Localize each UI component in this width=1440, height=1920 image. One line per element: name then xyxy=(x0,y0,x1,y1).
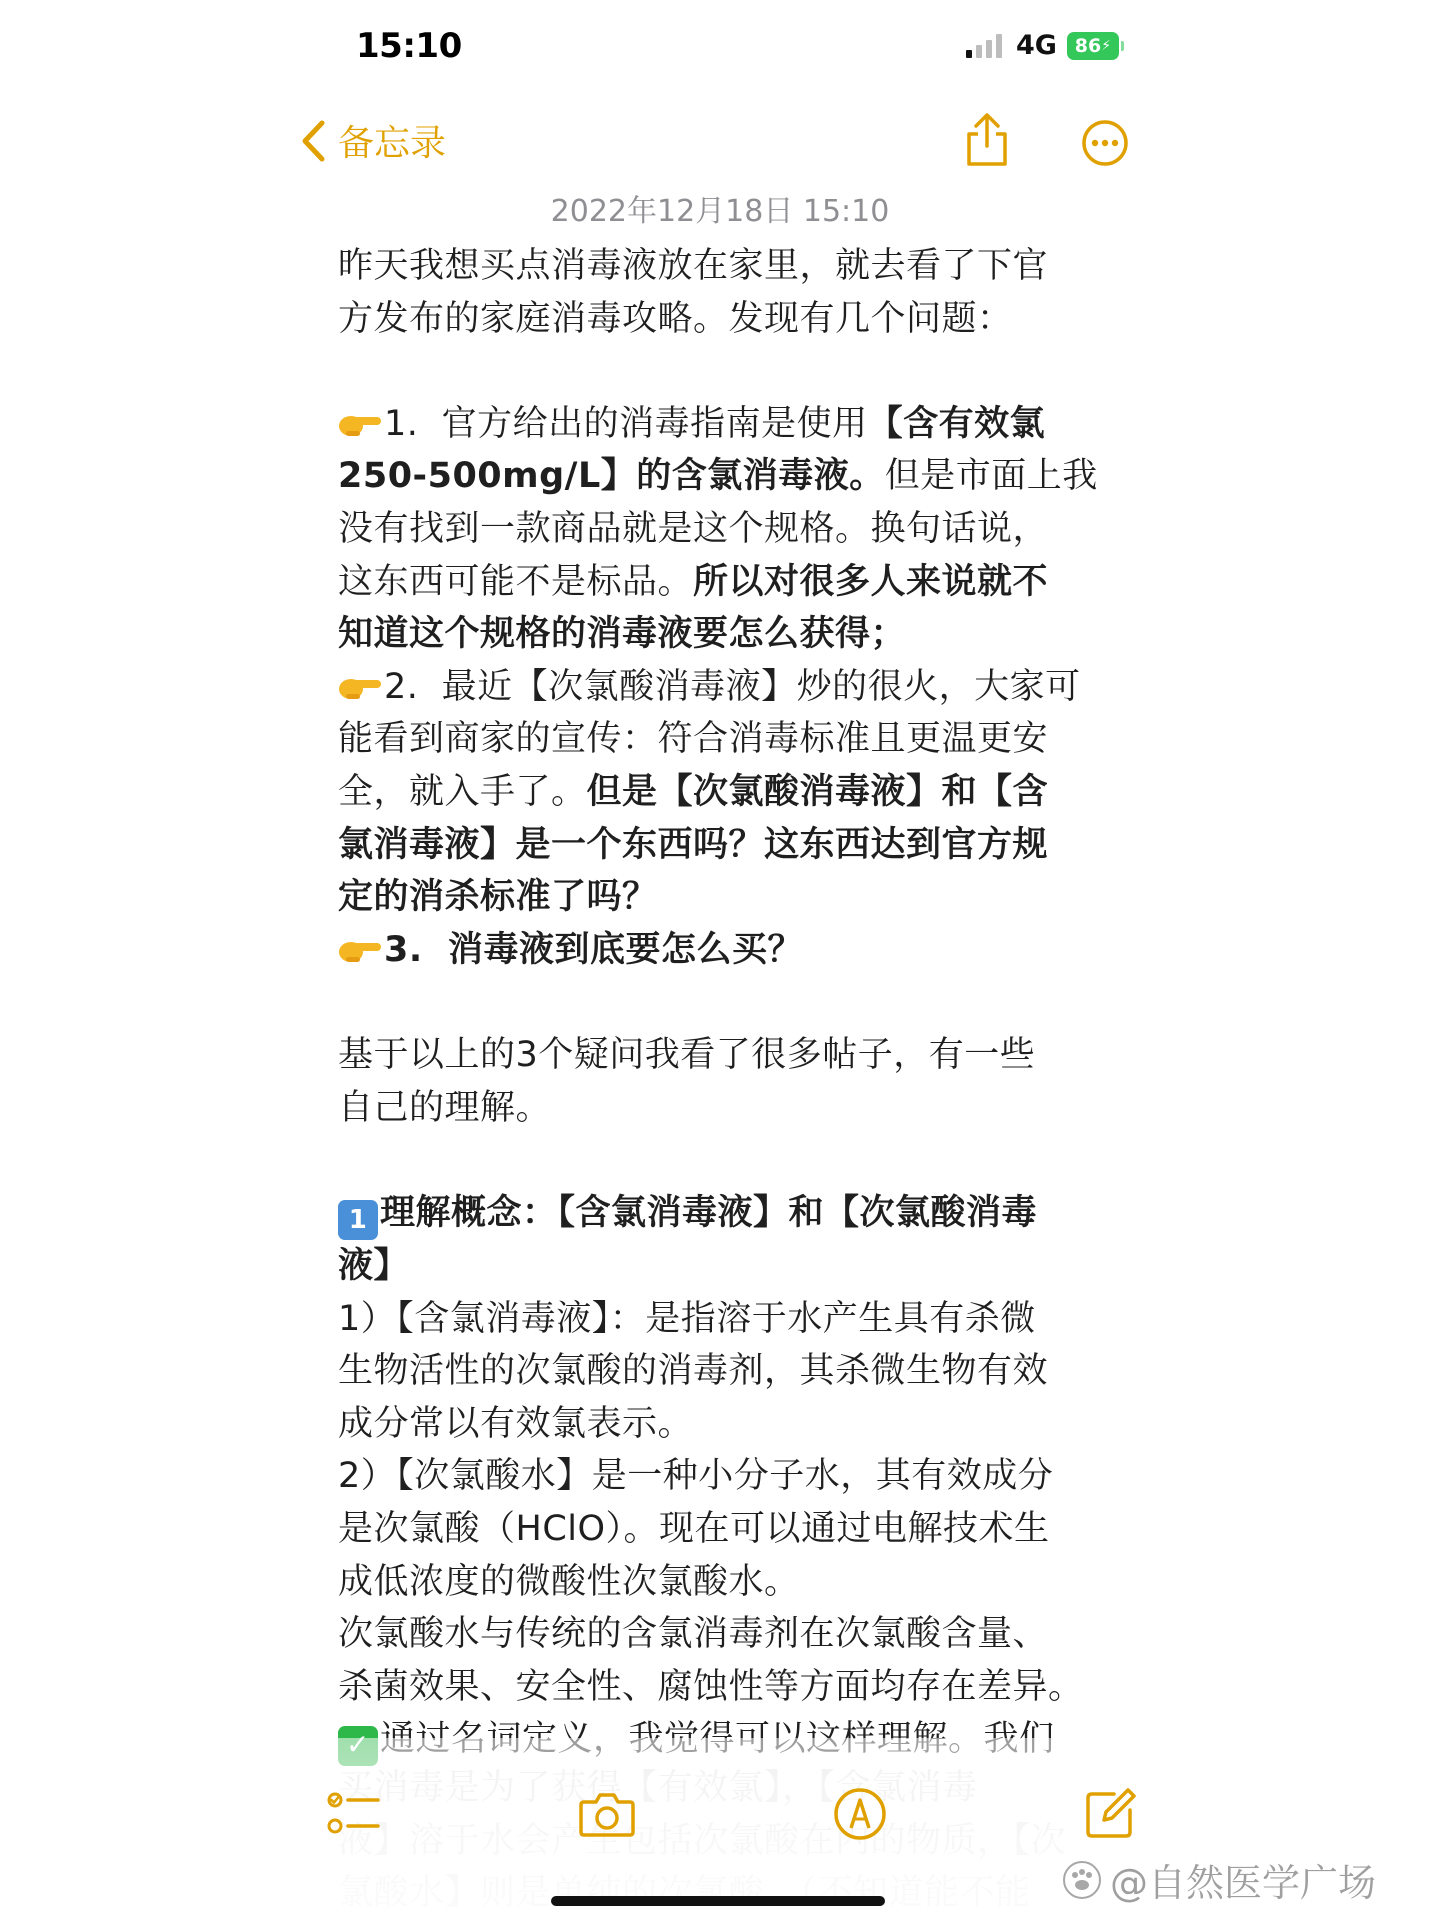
battery-icon: 86 ⚡ xyxy=(1067,32,1119,60)
summary-line: 基于以上的3个疑问我看了很多帖子，有一些 xyxy=(338,1034,1036,1075)
question-1-line: 1. 官方给出的消毒指南是使用【含有效氯 xyxy=(338,398,1138,451)
paw-logo-icon xyxy=(1062,1860,1102,1900)
blank-line xyxy=(338,976,1138,1029)
blank-line xyxy=(338,345,1138,398)
status-indicators xyxy=(966,30,1119,61)
definition-1-line: 成分常以有效氯表示。 xyxy=(338,1403,694,1444)
blank-line xyxy=(338,1134,1138,1187)
intro-line: 方发布的家庭消毒攻略。发现有几个问题： xyxy=(338,298,1013,339)
section-1-heading: 1 理解概念：【含氯消毒液】和【次氯酸消毒 xyxy=(338,1187,1138,1240)
home-indicator[interactable] xyxy=(551,1896,885,1906)
markup-pen-icon[interactable] xyxy=(832,1786,888,1842)
camera-icon[interactable] xyxy=(578,1786,636,1842)
compose-icon[interactable] xyxy=(1082,1786,1138,1842)
checklist-icon[interactable] xyxy=(326,1786,382,1842)
back-button[interactable] xyxy=(300,115,446,166)
question-1-line: 没有找到一款商品就是这个规格。换句话说， xyxy=(338,508,1049,549)
question-2-line: 2. 最近【次氯酸消毒液】炒的很火，大家可 xyxy=(338,661,1138,714)
question-2-line: 氯消毒液】是一个东西吗？这东西达到官方规 xyxy=(338,824,1049,865)
question-2-line: 全，就入手了。但是【次氯酸消毒液】和【含 xyxy=(338,771,1049,812)
difference-line: 杀菌效果、安全性、腐蚀性等方面均存在差异。 xyxy=(338,1666,1084,1707)
definition-2-line: 成低浓度的微酸性次氯酸水。 xyxy=(338,1561,800,1602)
watermark-text: @自然医学广场 xyxy=(1110,1861,1377,1905)
question-1-line: 250-500mg/L】的含氯消毒液。但是市面上我 xyxy=(338,456,1098,497)
definition-1-line: 1）【含氯消毒液】：是指溶于水产生具有杀微 xyxy=(338,1298,1036,1339)
question-1-line: 知道这个规格的消毒液要怎么获得； xyxy=(338,614,907,655)
note-body[interactable] xyxy=(338,240,1138,1766)
question-2-line: 能看到商家的宣传：符合消毒标准且更温更安 xyxy=(338,719,1049,760)
question-3-line: 3. 消毒液到底要怎么买？ xyxy=(338,924,1138,977)
intro-line: 昨天我想买点消毒液放在家里，就去看了下官 xyxy=(338,246,1049,286)
pointing-hand-icon xyxy=(338,400,382,426)
network-type: 4G xyxy=(1016,30,1057,61)
difference-line: 次氯酸水与传统的含氯消毒剂在次氯酸含量、 xyxy=(338,1614,1049,1655)
pointing-hand-icon xyxy=(338,663,382,689)
keycap-one-icon: 1 xyxy=(338,1200,378,1240)
note-date: 2022年12月18日 15:10 xyxy=(550,194,890,229)
status-time: 15:10 xyxy=(356,26,462,66)
share-icon[interactable] xyxy=(962,112,1012,168)
pointing-hand-icon xyxy=(338,926,382,952)
question-2-line: 定的消杀标准了吗？ xyxy=(338,877,658,918)
definition-2-line: 2）【次氯酸水】是一种小分子水，其有效成分 xyxy=(338,1456,1054,1497)
definition-2-line: 是次氯酸（HClO）。现在可以通过电解技术生 xyxy=(338,1508,1050,1549)
summary-line: 自己的理解。 xyxy=(338,1087,552,1128)
chevron-left-icon xyxy=(300,119,326,163)
definition-1-line: 生物活性的次氯酸的消毒剂，其杀微生物有效 xyxy=(338,1351,1049,1392)
watermark xyxy=(1062,1852,1376,1907)
section-1-heading: 液】 xyxy=(338,1245,410,1286)
battery-level: 86 xyxy=(1074,34,1102,57)
question-1-line: 这东西可能不是标品。所以对很多人来说就不 xyxy=(338,561,1049,602)
back-label: 备忘录 xyxy=(338,123,447,164)
cellular-signal-icon xyxy=(966,34,1002,58)
more-options-icon[interactable] xyxy=(1080,118,1130,168)
